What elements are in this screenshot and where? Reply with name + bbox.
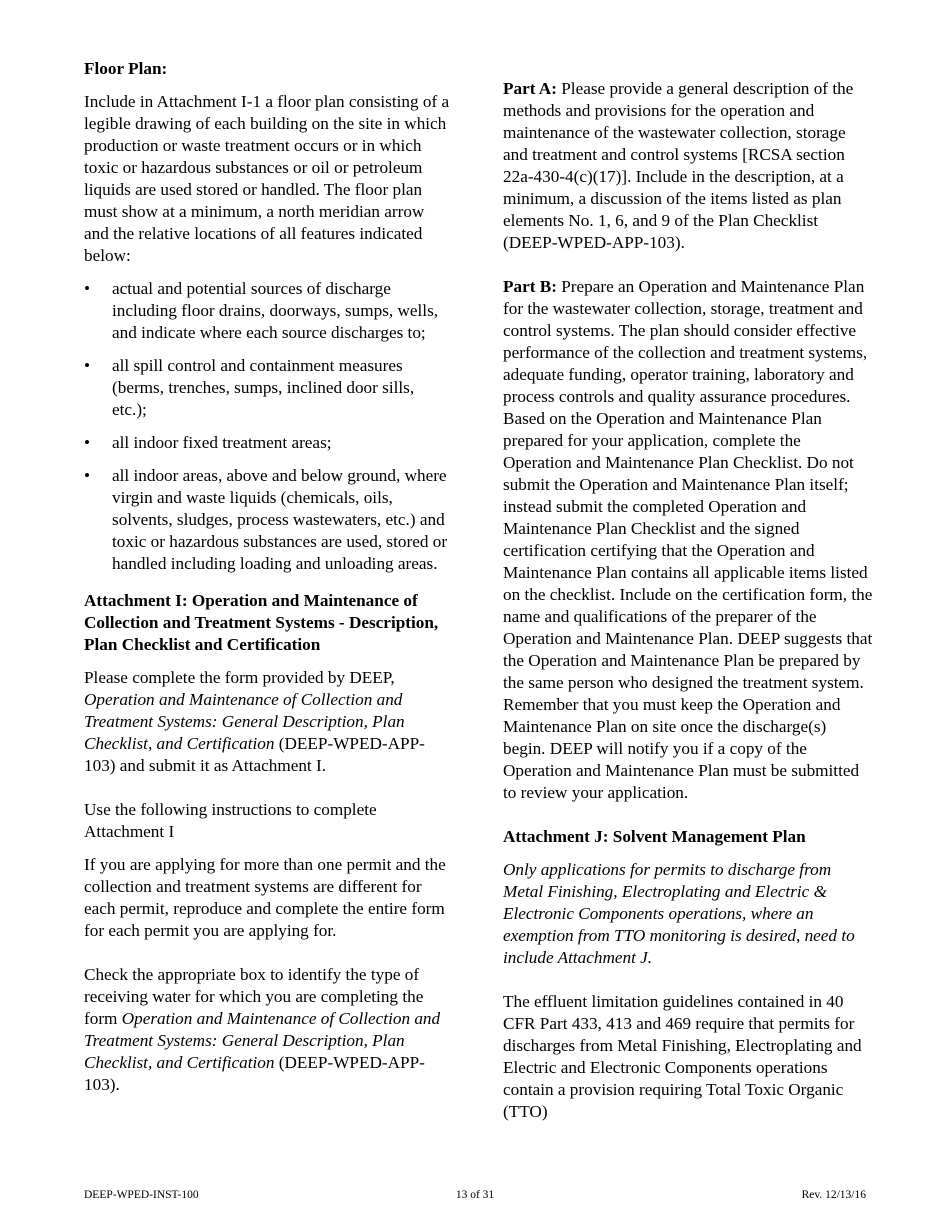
floor-plan-heading: Floor Plan: [84, 59, 168, 78]
list-item: • all indoor areas, above and below ground, where virgin and waste liquids (chemicals, oils, solvents, sludges, process wastewaters, etc.) and toxic or hazardous substances are used, stored or handled including loading and unloading areas. [84, 465, 450, 575]
floor-plan-text: Include in Attachment I-1 a floor plan consisting of a legible drawing of each building on the site in which production or waste treatment occurs or in which toxic or hazardous substances or oil or petroleum liquids are used stored or handled. The floor plan must show at a minimum, a north meridian arrow and the relative locations of all features indicated below: [84, 92, 450, 265]
part-a-paragraph: Part A: Please provide a general description of the methods and provisions for the operation and maintenance of the wastewater collection, storage and treatment and control systems [RCSA section 22a-430-4(c)(17)]. Include in the description, at a minimum, a discussion of the items listed as plan elements No. 1, 6, and 9 of the Plan Checklist (DEEP-WPED-APP-103). [503, 79, 854, 252]
left-column [84, 0, 450, 1096]
footer-doc-id: DEEP-WPED-INST-100 [84, 1189, 199, 1201]
list-item: • all spill control and containment measures (berms, trenches, sumps, inclined door sills, etc.); [84, 355, 450, 421]
list-item: • all indoor fixed treatment areas; [84, 432, 450, 454]
feature-list [84, 278, 450, 575]
part-b-paragraph: Part B: Prepare an Operation and Maintenance Plan for the wastewater collection, storage, treatment and control systems. The plan should consider effective performance of the collection and treatment systems, adequate funding, operator training, laboratory and process controls and quality assurance procedures. Based on the Operation and Maintenance Plan prepared for your application, complete the Operation and Maintenance Plan Checklist. Do not submit the Operation and Maintenance Plan itself; instead submit the completed Operation and Maintenance Plan Checklist and the signed certification certifying that the Operation and Maintenance Plan contains all applicable items listed on the checklist. Include on the certification form, the name and qualifications of the preparer of the Operation and Maintenance Plan. DEEP suggests that the Operation and Maintenance Plan be prepared by the same person who designed the treatment system. Remember that you must keep the Operation and Maintenance Plan on site once the discharge(s) begin. DEEP will notify you if a copy of the Operation and Maintenance Plan must be submitted to review your application. [503, 277, 873, 802]
attachment-i-heading: Attachment I: Operation and Maintenance of Collection and Treatment Systems - Description, Plan Checklist and Certification [84, 591, 439, 654]
attachment-j-heading: Attachment J: Solvent Management Plan [503, 827, 806, 846]
check-box-paragraph: Check the appropriate box to identify the type of receiving water for which you are completing the form Operation and Maintenance of Collection and Treatment Systems: General Description, Plan Checklist, and Certification (DEEP-WPED-APP-103). [84, 965, 441, 1094]
form-paragraph: Please complete the form provided by DEEP, Operation and Maintenance of Collection and Treatment Systems: General Description, Plan Checklist, and Certification (DEEP-WPED-APP-103) and submit it as Attachment I. [84, 668, 425, 775]
list-item: • actual and potential sources of discharge including floor drains, doorways, sumps, wells, and indicate where each source discharges to; [84, 278, 450, 344]
part-b-label: Part B: [503, 277, 557, 296]
right-column [503, 0, 873, 1123]
footer-page-number: 13 of 31 [455, 1189, 495, 1201]
instructions-paragraph: Use the following instructions to complete Attachment I [84, 800, 377, 841]
effluent-paragraph: The effluent limitation guidelines contained in 40 CFR Part 433, 413 and 469 require that permits for discharges from Metal Finishing, Electroplating and Electric and Electronic Components operations contain a provision requiring Total Toxic Organic (TTO) [503, 992, 862, 1121]
multiple-permit-paragraph: If you are applying for more than one permit and the collection and treatment systems are different for each permit, reproduce and complete the entire form for each permit you are applying for. [84, 855, 446, 940]
attachment-j-note: Only applications for permits to discharge from Metal Finishing, Electroplating and Electric & Electronic Components operations, where an exemption from TTO monitoring is desired, need to include Attachment J. [503, 860, 855, 967]
part-a-label: Part A: [503, 79, 557, 98]
footer-revision: Rev. 12/13/16 [801, 1189, 866, 1201]
